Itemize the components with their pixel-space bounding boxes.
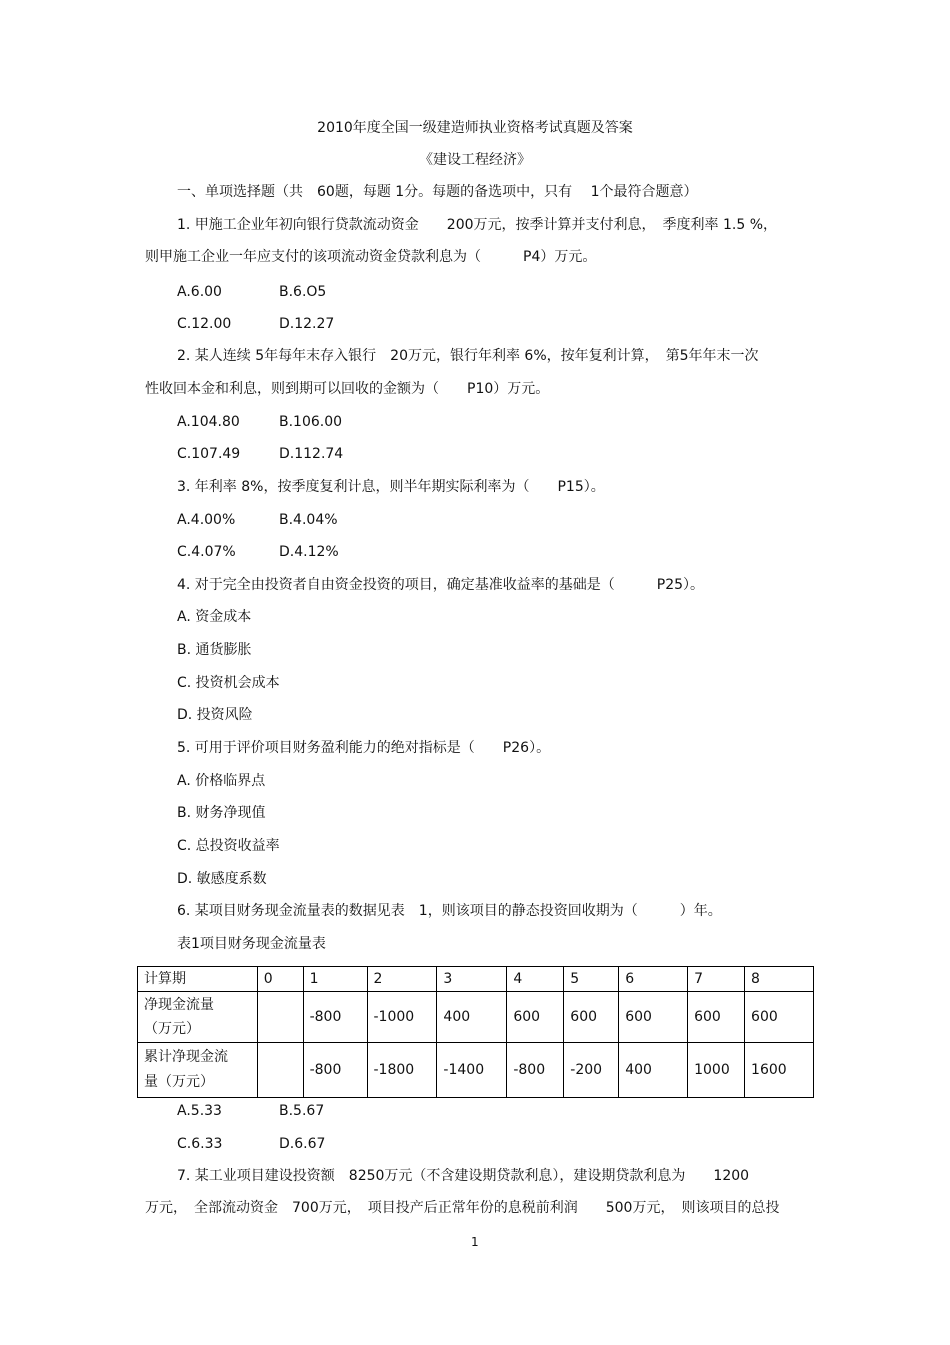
question-3-option-d: D.4.12%	[279, 544, 339, 560]
question-4-option-b: B. 通货膨胀	[177, 642, 252, 658]
table-cell: 600	[564, 992, 619, 1043]
question-7-line-1: 7. 某工业项目建设投资额 8250万元（不含建设期贷款利息），建设期贷款利息为 1200	[177, 1168, 750, 1184]
question-3-option-b: B.4.04%	[279, 512, 338, 528]
question-2-option-a: A.104.80	[177, 414, 240, 430]
table-cell: 600	[507, 992, 564, 1043]
table-cell: -1800	[367, 1043, 437, 1098]
table-cell: 1600	[745, 1043, 814, 1098]
question-2-option-b: B.106.00	[279, 414, 343, 430]
table-cell: 400	[619, 1043, 688, 1098]
table-header-cell: 7	[688, 967, 745, 992]
table-cell: -800	[303, 992, 367, 1043]
document-subtitle: 《建设工程经济》	[419, 152, 531, 168]
question-1-option-d: D.12.27	[279, 316, 335, 332]
table-header-cell: 4	[507, 967, 564, 992]
table-cell: 400	[437, 992, 507, 1043]
question-1-option-c: C.12.00	[177, 316, 232, 332]
table-cell: -200	[564, 1043, 619, 1098]
table-cell: 600	[619, 992, 688, 1043]
table-row-label-line: 量（万元）	[144, 1074, 214, 1090]
question-4-line-1: 4. 对于完全由投资者自由资金投资的项目，确定基准收益率的基础是（ P25）。	[177, 577, 705, 593]
question-6-line-1: 6. 某项目财务现金流量表的数据见表 1，则该项目的静态投资回收期为（ ）年。	[177, 903, 722, 919]
table-header-cell: 2	[367, 967, 437, 992]
table-cell: -1400	[437, 1043, 507, 1098]
table-row-label-line: 累计净现金流	[144, 1049, 228, 1065]
question-6-option-a: A.5.33	[177, 1103, 222, 1119]
question-6-option-d: D.6.67	[279, 1136, 326, 1152]
table-header-cell: 5	[564, 967, 619, 992]
question-5-option-b: B. 财务净现值	[177, 805, 266, 821]
question-5-option-a: A. 价格临界点	[177, 773, 266, 789]
table-cell: -1000	[367, 992, 437, 1043]
cash-flow-table	[137, 966, 814, 1098]
question-3-line-1: 3. 年利率 8%，按季度复利计息，则半年期实际利率为（ P15）。	[177, 479, 605, 495]
table-caption: 表1项目财务现金流量表	[177, 936, 326, 952]
table-row-label-line: （万元）	[144, 1021, 200, 1037]
page-number: 1	[471, 1235, 479, 1249]
question-2-line-1: 2. 某人连续 5年每年末存入银行 20万元，银行年利率 6%，按年复利计算， 第5年年末一次	[177, 348, 759, 364]
table-cell: 600	[688, 992, 745, 1043]
question-2-option-c: C.107.49	[177, 446, 241, 462]
question-2-option-d: D.112.74	[279, 446, 344, 462]
question-6-option-b: B.5.67	[279, 1103, 325, 1119]
table-row	[138, 992, 814, 1043]
table-header-cell: 3	[437, 967, 507, 992]
table-cell: 1000	[688, 1043, 745, 1098]
table-cell: -800	[303, 1043, 367, 1098]
question-3-option-a: A.4.00%	[177, 512, 236, 528]
table-header-cell: 计算期	[138, 967, 258, 992]
question-2-line-2: 性收回本金和利息，则到期可以回收的金额为（ P10）万元。	[145, 381, 550, 397]
question-5-option-c: C. 总投资收益率	[177, 838, 280, 854]
question-3-option-c: C.4.07%	[177, 544, 236, 560]
table-header-cell: 8	[745, 967, 814, 992]
table-row-label-line: 净现金流量	[144, 997, 214, 1013]
question-7-line-2: 万元， 全部流动资金 700万元， 项目投产后正常年份的息税前利润 500万元， 则该项目的总投	[145, 1200, 780, 1216]
table-row-label	[138, 1043, 258, 1098]
question-5-option-d: D. 敏感度系数	[177, 871, 267, 887]
table-header-row	[138, 967, 814, 992]
table-row-label	[138, 992, 258, 1043]
question-1-line-2: 则甲施工企业一年应支付的该项流动资金贷款利息为（ P4）万元。	[145, 249, 597, 265]
question-1-line-1: 1. 甲施工企业年初向银行贷款流动资金 200万元，按季计算并支付利息， 季度利率 1.5 %，	[177, 217, 777, 233]
question-4-option-c: C. 投资机会成本	[177, 675, 280, 691]
document-title: 2010年度全国一级建造师执业资格考试真题及答案	[317, 120, 633, 136]
question-4-option-a: A. 资金成本	[177, 609, 252, 625]
question-4-option-d: D. 投资风险	[177, 707, 253, 723]
table-header-cell: 0	[257, 967, 303, 992]
question-5-line-1: 5. 可用于评价项目财务盈利能力的绝对指标是（ P26）。	[177, 740, 551, 756]
table-row	[138, 1043, 814, 1098]
table-cell	[257, 1043, 303, 1098]
section-heading: 一、单项选择题（共 60题，每题 1分。每题的备选项中，只有 1个最符合题意）	[177, 184, 698, 200]
table-cell	[257, 992, 303, 1043]
table-header-cell: 1	[303, 967, 367, 992]
question-6-option-c: C.6.33	[177, 1136, 223, 1152]
table-header-cell: 6	[619, 967, 688, 992]
question-1-option-a: A.6.00	[177, 284, 222, 300]
question-1-option-b: B.6.O5	[279, 284, 327, 300]
table-cell: -800	[507, 1043, 564, 1098]
table-cell: 600	[745, 992, 814, 1043]
